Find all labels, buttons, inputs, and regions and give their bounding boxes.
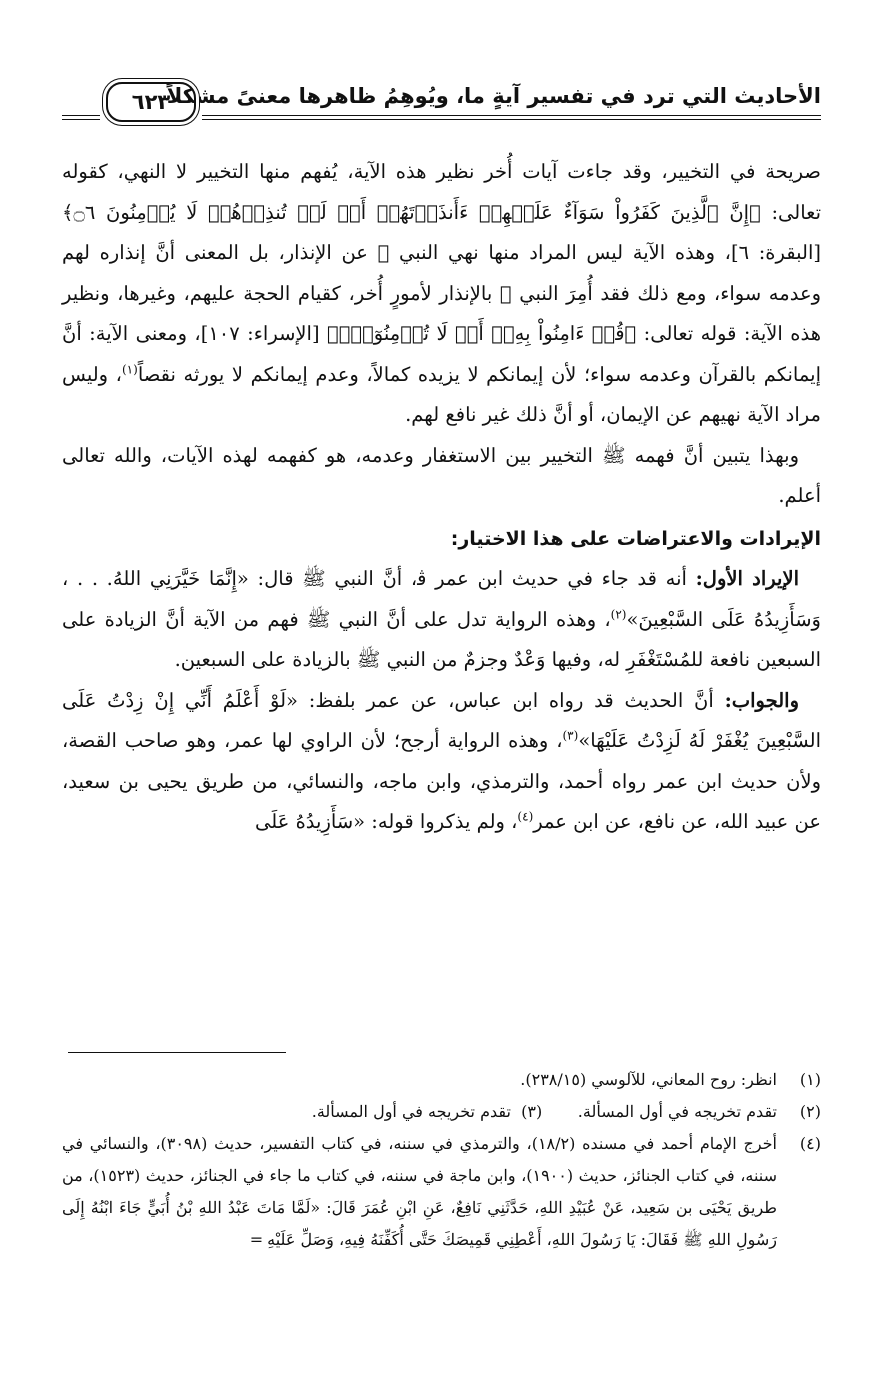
header-rule [202,115,821,116]
footnote-separator [68,1052,286,1053]
paragraph [62,681,821,843]
continuation-mark: = [249,1230,264,1249]
paragraph-text: وبهذا يتبين أنَّ فهمه ﷺ التخيير بين الاستغفار وعدمه، هو كفهمه لهذه الآيات، والله تعالى أعلم. [62,443,821,507]
header-rule [62,115,100,116]
paragraph-text: ، ولم يذكروا قوله: «سَأَزِيدُهُ عَلَى [255,810,518,833]
footnote-ref: (٢) [610,607,627,621]
paragraph-text: ، وليس مراد الآية نهيهم عن الإيمان، أو أنَّ ذلك غير نافع لهم. [62,362,821,426]
footnote [62,1128,821,1256]
footnote-text: انظر: روح المعاني، للآلوسي (٢٣٨/١٥). [520,1070,777,1089]
header-rule [202,119,821,120]
page-header [62,82,821,128]
footnote-number: (١) [799,1070,821,1089]
section-heading: الإيرادات والاعتراضات على هذا الاختيار: [450,527,821,550]
paragraph-text: ، وهذه الرواية أرجح؛ لأن الراوي لها عمر، وهو صاحب القصة، ولأن حديث ابن عمر رواه أحمد، والترمذي، وابن ماجه، والنسائي، من طريق يحيى بن سعيد، عن عبيد الله، عن نافع، عن ابن عمر [62,729,821,833]
footnote-ref: (٤) [517,809,534,824]
paragraph-text: أنه قد جاء في حديث ابن عمر ﭬ، أنَّ النبي ﷺ قال: «إِنَّمَا خَيَّرَنِي اللهُ. . . ، وَسَأَزِيدُهُ عَلَى السَّبْعِينَ» [62,567,821,631]
footnote-body [62,1128,777,1256]
paragraph [62,436,821,517]
paragraph [62,559,821,681]
paragraph-text: ، وهذه الرواية تدل على أنَّ النبي ﷺ فهم من الآية أنَّ الزيادة على السبعين نافعة للمُسْتَغْفَرِ له، وفيها وَعْدٌ وجزمٌ من النبي ﷺ بالزيادة على السبعين. [62,607,821,671]
header-rule [62,119,100,120]
footnote-text: تقدم تخريجه في أول المسألة. (٣) تقدم تخريجه في أول المسألة. [311,1102,777,1121]
footnote [62,1096,821,1128]
paragraph [62,152,821,436]
lead-term: والجواب: [724,688,799,712]
running-title: الأحاديث التي ترد في تفسير آيةٍ ما، ويُوهِمُ ظاهرها معنىً مشكلاً [166,84,821,108]
footnote-number: (٢) [799,1102,821,1121]
main-text [62,152,821,843]
paragraph-text: صريحة في التخيير، وقد جاءت آيات أُخر نظير هذه الآية، يُفهم منها التخيير لا النهي، كقوله تعالى: ﴿إِنَّ ٱلَّذِينَ كَفَرُواْ سَوَآءٌ عَلَيۡهِمۡ ءَأَنذَرۡتَهُمۡ أَمۡ لَمۡ تُنذِرۡهُمۡ لَا يُؤۡمِنُونَ ۝٦﴾ [البقرة: ٦]، وهذه الآية ليس المراد منها نهي النبي ﷺ عن الإنذار، بل المعنى أنَّ إنذاره لهم وعدمه سواء، ومع ذلك فقد أُمِرَ النبي ﷺ بالإنذار لأمورٍ أُخر، كقيام الحجة عليهم، وغيرها، ونظير هذه الآية: قوله تعالى: ﴿قُلۡ ءَامِنُواْ بِهِۦٓ أَوۡ لَا تُؤۡمِنُوٓاْۚ﴾ [الإسراء: ١٠٧]، ومعنى الآية: أنَّ إيمانكم بالقرآن وعدمه سواء؛ لأن إيمانكم لا يزيده كمالاً، وعدم إيمانكم لا يورثه نقصاً [62,160,822,386]
book-page [62,0,821,1380]
page-number: ٦٢٣ [106,82,196,122]
footnote-number: (٤) [799,1134,821,1153]
lead-term: الإيراد الأول: [695,567,799,590]
paragraph-text: أنَّ الحديث قد رواه ابن عباس، عن عمر بلفظ: «لَوْ أَعْلَمُ أَنِّي إِنْ زِدْتُ عَلَى السَّبْعِينَ يُغْفَرْ لَهُ لَزِدْتُ عَلَيْهَا» [62,688,821,752]
footnote-ref: (٣) [562,728,579,743]
footnote-ref: (١) [121,362,138,376]
footnotes [62,1064,821,1256]
footnote-text: أخرج الإمام أحمد في مسنده (١٨/٢)، والترمذي في سننه، في كتاب التفسير، حديث (٣٠٩٨)، والنسائي في سننه، في كتاب الجنائز، حديث (١٩٠٠)، وابن ماجة في سننه، في كتاب ما جاء في الجنائز، حديث (١٥٢٣)، من طريق يَحْيَى بن سَعِيد، عَنْ عُبَيْدِ اللهِ، حَدَّثَنِي نَافِعٌ، عَنِ ابْنِ عُمَرَ قَالَ: «لَمَّا مَاتَ عَبْدُ اللهِ بْنُ أُبَيٍّ جَاءَ ابْنُهُ إِلَى رَسُولِ اللهِ ﷺ فَقَالَ: يَا رَسُولَ اللهِ، أَعْطِنِي قَمِيصَكَ حَتَّى أُكَفِّنَهُ فِيهِ، وَصَلِّ عَلَيْهِ [62,1134,778,1249]
footnote [62,1064,821,1096]
